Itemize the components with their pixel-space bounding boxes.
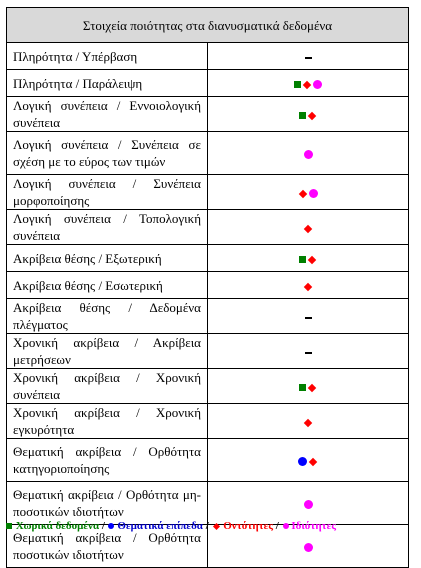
row-label: Πληρότητα / Υπέρβαση [7,43,208,70]
table-row [7,482,409,525]
quality-table-container [6,7,409,568]
row-label: Λογική συνέπεια / Συνέπεια σε σχέση με το εύρος των τιμών [7,132,208,175]
red-diamond-icon [309,457,317,465]
row-marks [208,210,409,245]
legend-separator: / [275,520,279,532]
legend-separator: / [205,520,209,532]
row-marks [208,404,409,439]
legend-separator: / [101,520,105,532]
row-marks [208,245,409,272]
red-diamond-icon [304,224,312,232]
row-label: Ακρίβεια θέσης / Εσωτερική [7,272,208,299]
green-square-icon [299,256,306,263]
row-label: Θεματική ακρίβεια / Ορθότητα μη-ποσοτικών ιδιοτήτων [7,482,208,525]
row-marks [208,482,409,525]
row-marks [208,132,409,175]
row-marks [208,43,409,70]
table-row [7,70,409,97]
table-row [7,439,409,482]
green-square-icon [294,81,301,88]
red-diamond-icon [308,255,316,263]
table-row [7,245,409,272]
magenta-dot-icon [309,189,318,198]
table-row [7,404,409,439]
table-row [7,299,409,334]
table-row [7,334,409,369]
row-label: Ακρίβεια θέσης / Εξωτερική [7,245,208,272]
row-marks [208,175,409,210]
row-marks [208,439,409,482]
row-label: Χρονική ακρίβεια / Χρονική συνέπεια [7,369,208,404]
row-label: Χρονική ακρίβεια / Ακρίβεια μετρήσεων [7,334,208,369]
magenta-dot-icon [304,500,313,509]
table-row [7,369,409,404]
red-diamond-icon [304,282,312,290]
table-row [7,210,409,245]
magenta-dot-icon [283,523,289,529]
magenta-dot-icon [304,150,313,159]
row-marks [208,272,409,299]
legend-attributes: Ιδιότητες [291,520,336,532]
row-marks [208,299,409,334]
red-diamond-icon [303,80,311,88]
red-diamond-icon [299,189,307,197]
row-label: Ακρίβεια θέσης / Δεδομένα πλέγματος [7,299,208,334]
row-marks [208,97,409,132]
green-square-icon [299,384,306,391]
table-row [7,43,409,70]
row-label: Θεματική ακρίβεια / Ορθότητα κατηγοριοποίησης [7,439,208,482]
dash-icon [305,57,312,59]
row-label: Πληρότητα / Παράλειψη [7,70,208,97]
green-square-icon [6,523,12,529]
red-diamond-icon [308,111,316,119]
row-marks [208,369,409,404]
quality-elements-table [6,7,409,568]
dash-icon [305,317,312,319]
magenta-dot-icon [313,80,322,89]
legend-entities: Οντότητες [223,520,274,532]
legend-spatial: Χωρικά δεδομένα [15,520,100,532]
row-label: Λογική συνέπεια / Εννοιολογική συνέπεια [7,97,208,132]
table-row [7,272,409,299]
magenta-dot-icon [304,543,313,552]
table-row [7,97,409,132]
red-diamond-icon [212,523,219,530]
dash-icon [305,352,312,354]
table-row [7,175,409,210]
table-title: Στοιχεία ποιότητας στα διανυσματικά δεδομένα [7,8,409,43]
table-body [7,43,409,568]
row-label: Λογική συνέπεια / Τοπολογική συνέπεια [7,210,208,245]
row-marks [208,70,409,97]
legend-thematic: Θεματικά επίπεδα [117,520,203,532]
red-diamond-icon [308,383,316,391]
table-row [7,132,409,175]
row-label: Λογική συνέπεια / Συνέπεια μορφοποίησης [7,175,208,210]
legend [6,520,418,532]
row-label: Θεματική ακρίβεια / Ορθότητα ποσοτικών ιδιοτήτων [7,525,208,568]
row-label: Χρονική ακρίβεια / Χρονική εγκυρότητα [7,404,208,439]
blue-dot-icon [298,457,307,466]
red-diamond-icon [304,418,312,426]
row-marks [208,334,409,369]
blue-dot-icon [108,523,114,529]
green-square-icon [299,112,306,119]
